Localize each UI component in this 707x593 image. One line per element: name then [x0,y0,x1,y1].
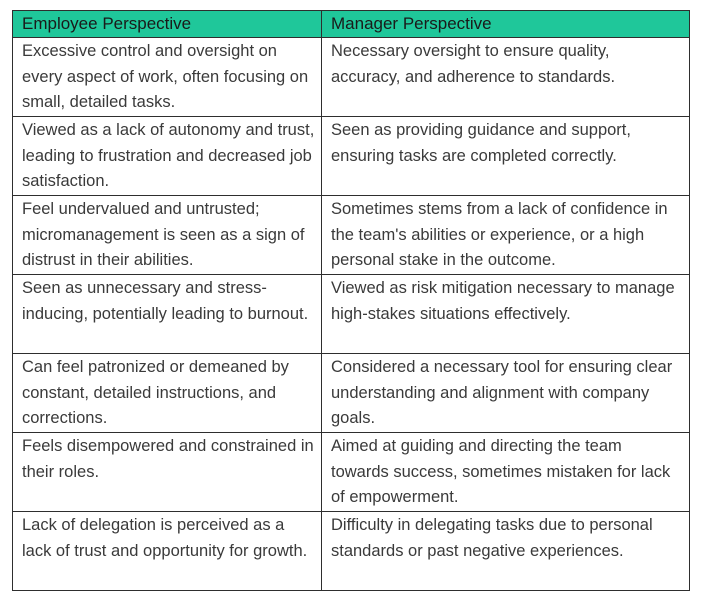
manager-cell: Aimed at guiding and directing the team towards success, sometimes mistaken for lack of empowerment. [322,433,690,512]
manager-cell: Viewed as risk mitigation necessary to manage high-stakes situations effectively. [322,275,690,354]
employee-cell: Can feel patronized or demeaned by constant, detailed instructions, and corrections. [13,354,322,433]
table-row [13,433,690,512]
table-row [13,512,690,591]
table-row [13,38,690,117]
employee-cell: Feels disempowered and constrained in their roles. [13,433,322,512]
employee-cell: Viewed as a lack of autonomy and trust, leading to frustration and decreased job satisfaction. [13,117,322,196]
header-row [13,11,690,38]
table-row [13,196,690,275]
employee-cell: Lack of delegation is perceived as a lack of trust and opportunity for growth. [13,512,322,591]
header-employee-perspective: Employee Perspective [13,11,322,38]
header-manager-perspective: Manager Perspective [322,11,690,38]
employee-cell: Excessive control and oversight on every aspect of work, often focusing on small, detailed tasks. [13,38,322,117]
manager-cell: Seen as providing guidance and support, ensuring tasks are completed correctly. [322,117,690,196]
manager-cell: Difficulty in delegating tasks due to personal standards or past negative experiences. [322,512,690,591]
table-row [13,117,690,196]
manager-cell: Sometimes stems from a lack of confidence in the team's abilities or experience, or a high personal stake in the outcome. [322,196,690,275]
employee-cell: Seen as unnecessary and stress-inducing, potentially leading to burnout. [13,275,322,354]
table-row [13,354,690,433]
manager-cell: Considered a necessary tool for ensuring clear understanding and alignment with company goals. [322,354,690,433]
perspectives-table [12,10,690,591]
table-row [13,275,690,354]
manager-cell: Necessary oversight to ensure quality, accuracy, and adherence to standards. [322,38,690,117]
employee-cell: Feel undervalued and untrusted; micromanagement is seen as a sign of distrust in their abilities. [13,196,322,275]
